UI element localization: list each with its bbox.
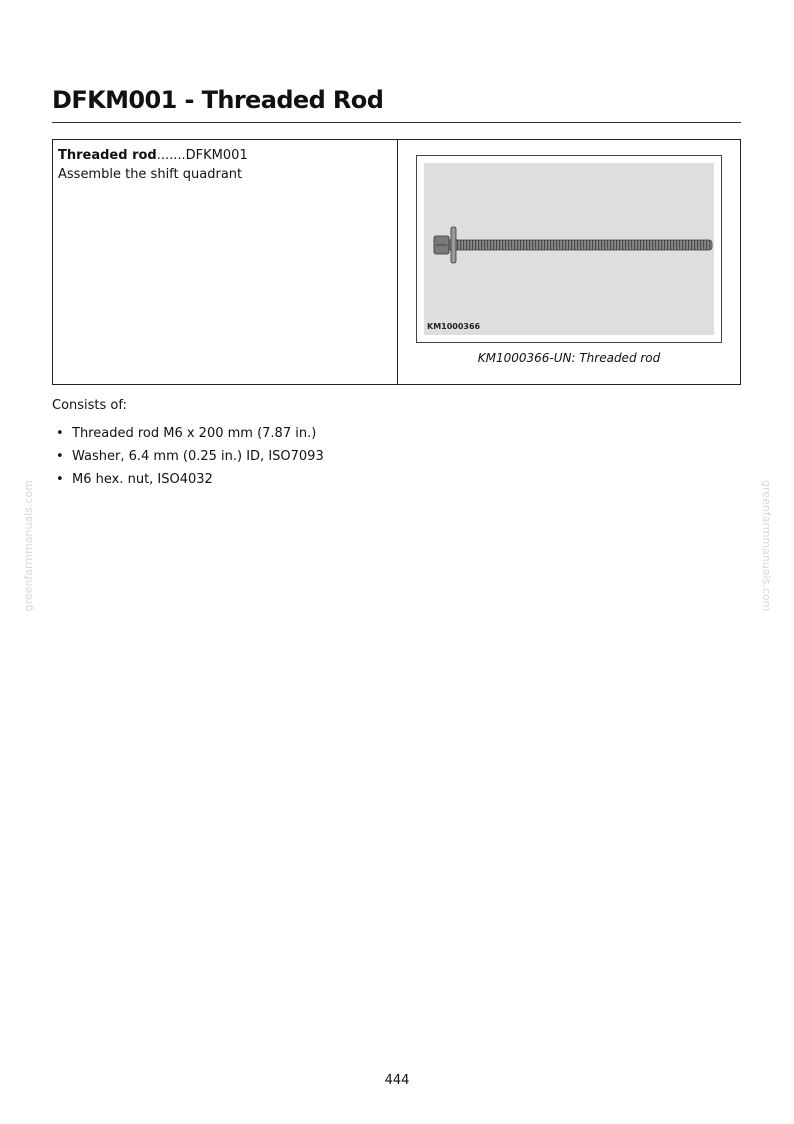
parts-list (56, 424, 324, 493)
tool-name-leader: ....... (156, 148, 186, 163)
tool-figure-cell (398, 140, 740, 384)
threaded-rod-illustration (424, 163, 714, 335)
bullet-icon: • (56, 449, 64, 464)
tool-code: DFKM001 (185, 148, 248, 163)
tool-description: Assemble the shift quadrant (58, 167, 243, 182)
tool-info-cell (53, 140, 398, 384)
rod-shaft (446, 240, 712, 250)
page-number: 444 (384, 1073, 410, 1088)
tool-name-line (58, 146, 392, 165)
figure-caption: KM1000366-UN: Threaded rod (477, 351, 661, 365)
tool-table (52, 139, 741, 385)
list-item: • Threaded rod M6 x 200 mm (7.87 in.) (56, 424, 324, 447)
title-divider (52, 122, 741, 123)
watermark-left: greenfarmmanuals.com (22, 480, 35, 612)
list-item: • Washer, 6.4 mm (0.25 in.) ID, ISO7093 (56, 447, 324, 470)
tool-name: Threaded rod (58, 148, 157, 163)
page-title: DFKM001 - Threaded Rod (52, 86, 384, 114)
washer (451, 227, 456, 263)
consists-of-heading: Consists of: (52, 398, 127, 413)
bullet-icon: • (56, 472, 64, 487)
figure-image-label: KM1000366 (427, 322, 481, 331)
threaded-rod-image (424, 163, 714, 335)
watermark-right: greenfarmmanuals.com (760, 480, 773, 612)
bullet-icon: • (56, 426, 64, 441)
figure-frame (416, 155, 722, 343)
list-item: • M6 hex. nut, ISO4032 (56, 470, 324, 493)
